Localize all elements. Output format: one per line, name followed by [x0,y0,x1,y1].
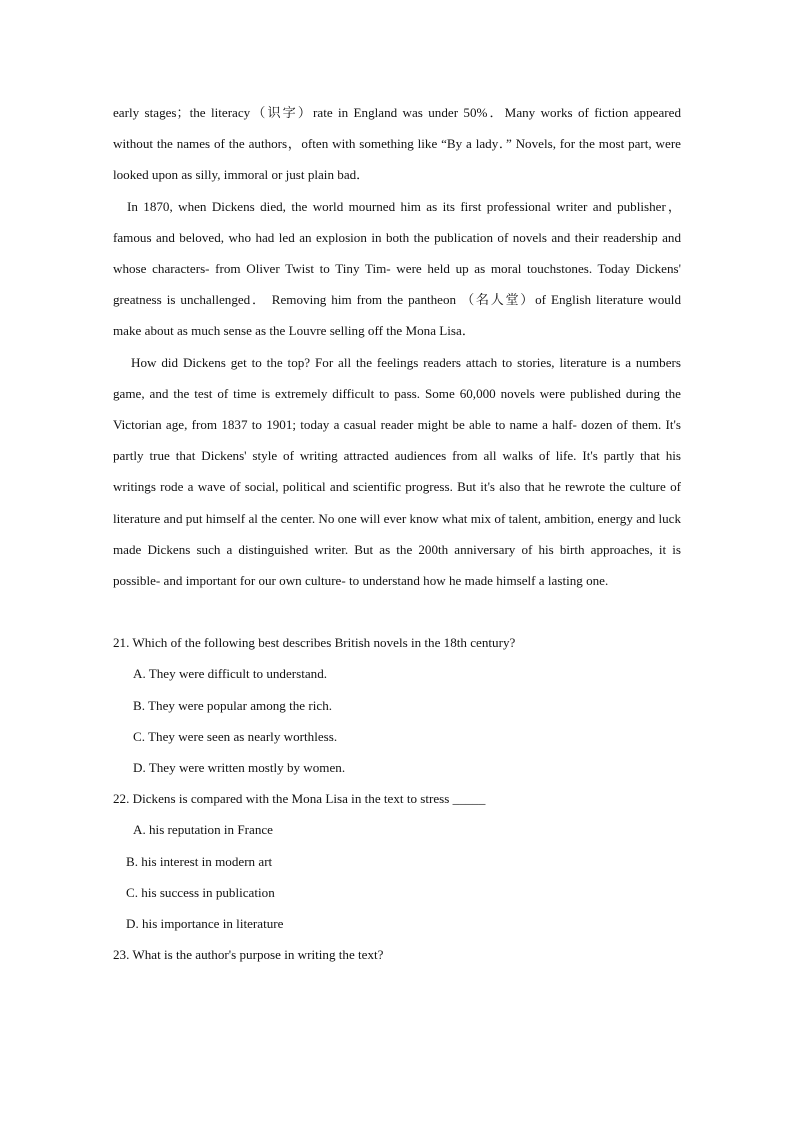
option-c: C. They were seen as nearly worthless. [133,728,338,744]
section-gap [113,596,681,627]
option-d: D. his importance in literature [126,916,284,932]
question-21 [113,627,681,783]
option-d: D. They were written mostly by women. [133,760,346,776]
passage-paragraph-2: In 1870, when Dickens died, the world mourned him as its first professional writer and publisher，famous and beloved, who had led an explosion in both the publication of novels and their readership and whose characters- from Oliver Twist to Tiny Tim- were held up as moral touchstones. Today Dickens' greatness is unchallenged． Removing him from the pantheon （名人堂）of English literature would make about as much sense as the Louvre selling off the Mona Lisa． [113,198,681,339]
option-a: A. They were difficult to understand. [133,666,328,682]
option-c: C. his success in publication [126,884,275,900]
question-stem: 21. Which of the following best describes British novels in the 18th century? [113,635,516,651]
question-stem: 23. What is the author's purpose in writing the text? [113,947,384,963]
option-b: B. his interest in modern art [126,853,273,869]
option-a: A. his reputation in France [133,822,273,838]
passage-paragraph-1: early stages；the literacy（识字）rate in England was under 50%．Many works of fiction appeared without the names of the authors，often with something like “By a lady．” Novels, for the most part, were looked upon as silly, immoral or just plain bad． [113,105,681,183]
question-22 [113,783,681,939]
question-23 [113,939,681,970]
passage-paragraph-3: How did Dickens get to the top? For all the feelings readers attach to stories, literature is a numbers game, and the test of time is extremely difficult to pass. Some 60,000 novels were published during the Victorian age, from 1837 to 1901; today a casual reader might be able to name a half- dozen of them. It's partly true that Dickens' style of writing attracted audiences from all walks of life. It's partly that his writings rode a wave of social, political and scientific progress. But it's also that he rewrote the culture of literature and put himself al the center. No one will ever know what mix of talent, ambition, energy and luck made Dickens such a distinguished writer. But as the 200th anniversary of his birth approaches, it is possible- and important for our own culture- to understand how he made himself a lasting one. [113,354,681,589]
question-stem: 22. Dickens is compared with the Mona Lisa in the text to stress _____ [113,791,486,807]
option-b: B. They were popular among the rich. [133,697,333,713]
document-page [113,97,681,970]
